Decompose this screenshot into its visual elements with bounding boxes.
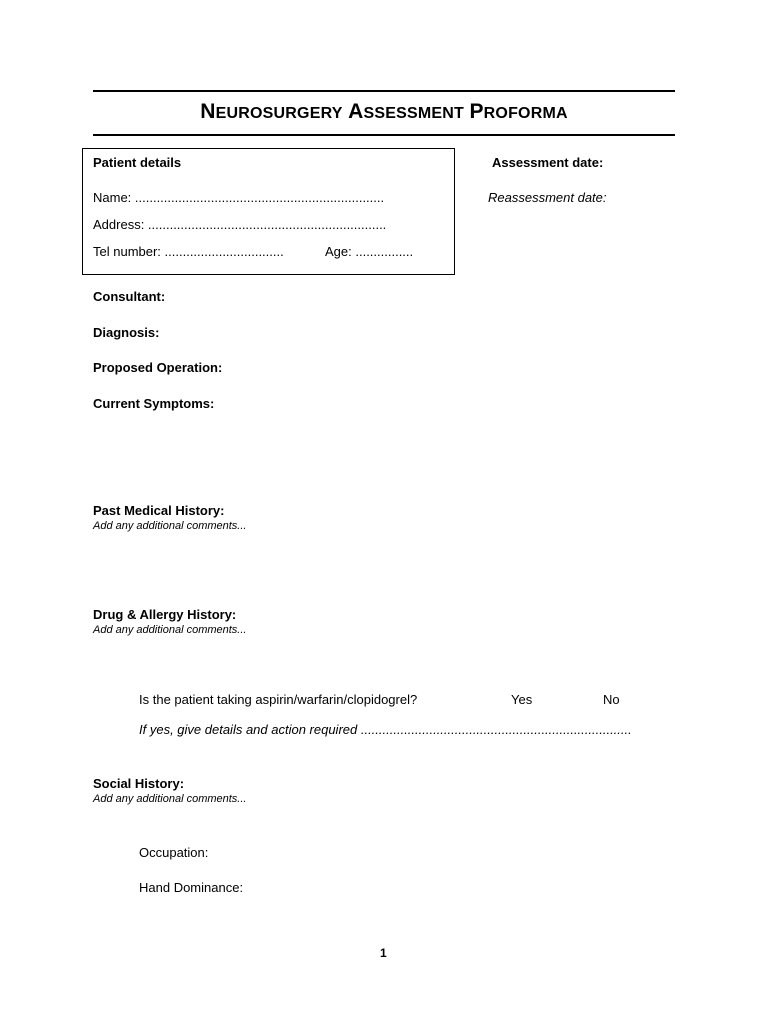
page-title: NEUROSURGERY ASSESSMENT PROFORMA [200,100,568,123]
past-medical-history-label: Past Medical History: [93,503,225,518]
social-history-label: Social History: [93,776,185,791]
consultant-label: Consultant: [93,289,166,304]
occupation-label: Occupation: [139,845,209,860]
pmh-comment: Add any additional comments... [93,520,247,532]
anticoag-no-option[interactable]: No [603,692,620,707]
current-symptoms-label: Current Symptoms: [93,396,215,411]
page-number: 1 [380,946,387,960]
reassessment-date-label: Reassessment date: [488,190,607,205]
proposed-operation-label: Proposed Operation: [93,360,223,375]
anticoag-details-field[interactable]: If yes, give details and action required ........................................................................... [139,722,632,737]
title-underline-rule [93,134,675,136]
patient-name-field[interactable]: Name: ..................................................................... [93,190,385,205]
top-rule [93,90,675,92]
patient-age-field[interactable]: Age: ................ [325,244,414,259]
assessment-date-label: Assessment date: [492,155,604,170]
patient-address-field[interactable]: Address: .................................................................. [93,217,387,232]
patient-details-heading: Patient details [93,155,182,170]
anticoag-yes-option[interactable]: Yes [511,692,533,707]
drug-comment: Add any additional comments... [93,624,247,636]
diagnosis-label: Diagnosis: [93,325,160,340]
social-comment: Add any additional comments... [93,793,247,805]
anticoag-question: Is the patient taking aspirin/warfarin/clopidogrel? [139,692,418,707]
patient-tel-field[interactable]: Tel number: ................................. [93,244,284,259]
drug-allergy-history-label: Drug & Allergy History: [93,607,237,622]
hand-dominance-label: Hand Dominance: [139,880,244,895]
